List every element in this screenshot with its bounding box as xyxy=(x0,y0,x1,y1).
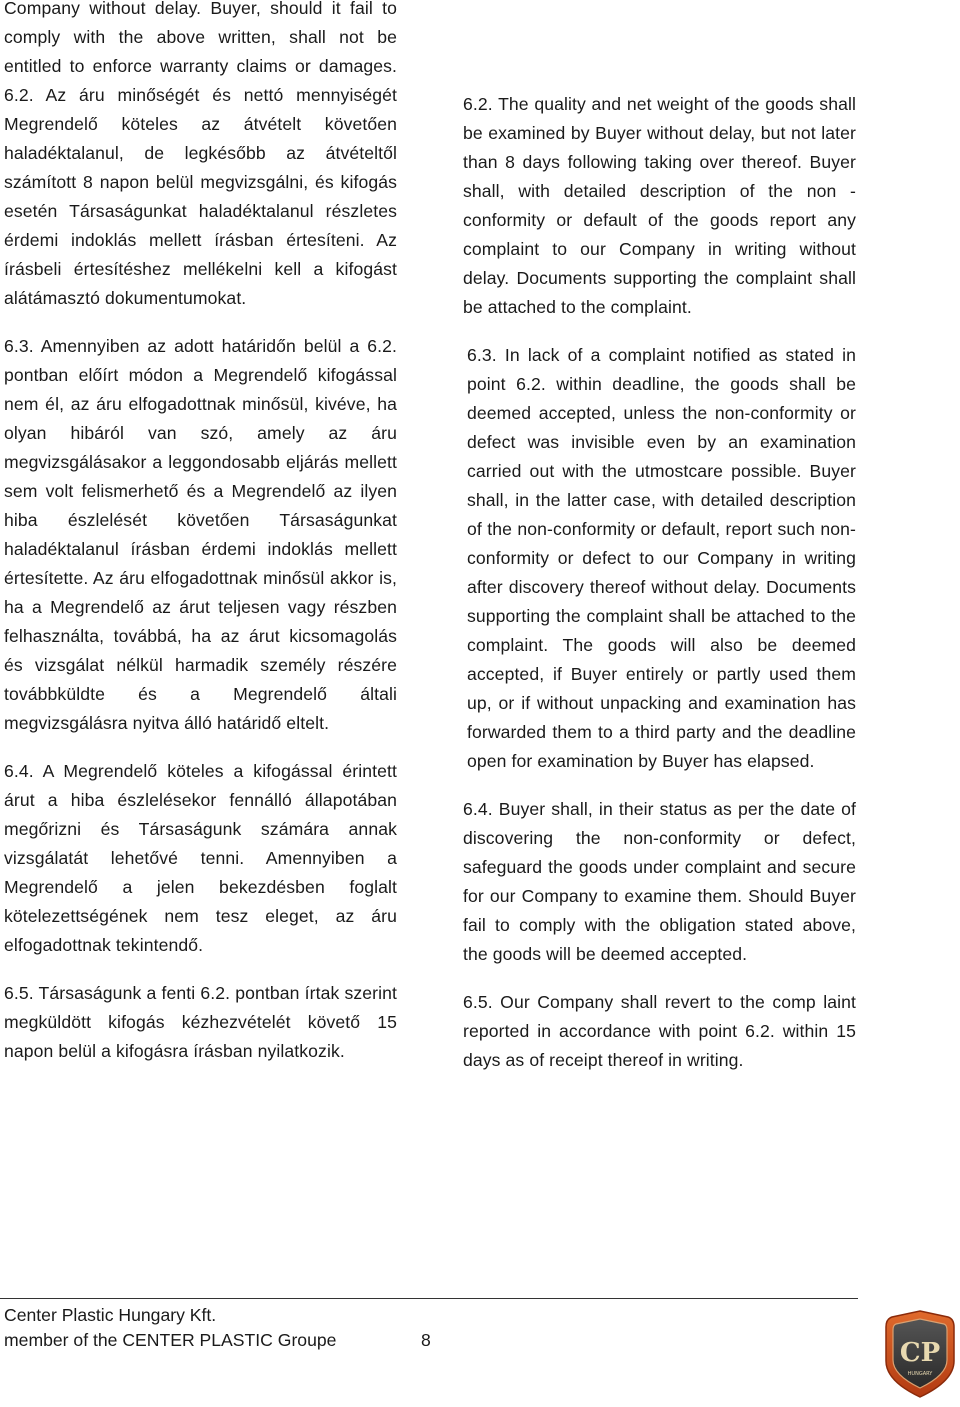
footer-member-line: member of the CENTER PLASTIC Groupe xyxy=(4,1330,337,1350)
page-number: 8 xyxy=(421,1330,431,1350)
footer-divider xyxy=(0,1298,858,1299)
right-column-english xyxy=(463,90,856,1094)
logo-letters: CP xyxy=(899,1338,941,1368)
cp-shield-logo-icon xyxy=(884,1309,956,1399)
logo-subtext: HUNGARY xyxy=(907,1371,933,1377)
left-paragraph-3: 6.4. A Megrendelő köteles a kifogással érintett árut a hiba észlelésekor fennálló állapotában megőrizni és Társaságunk számára annak vizsgálatát lehetővé tenni. Amennyiben a Megrendelő a jelen bekezdésben foglalt kötelezettségének nem tesz eleget, az áru elfogadottnak tekintendő. xyxy=(4,761,397,955)
left-paragraph-2: 6.3. Amennyiben az adott határidőn belül a 6.2. pontban előírt módon a Megrendelő kifogással nem él, az áru elfogadottnak minősül, kivéve, ha olyan hibáról van szó, amely az áru megvizsgálásakor a leggondosabb eljárás mellett sem volt felismerhető és a Megrendelő az ilyen hiba észlelését követően Társaságunkat haladéktalanul írásban érdemi indoklás mellett értesítette. Az áru elfogadottnak minősül akkor is, ha a Megrendelő az árut teljesen vagy részben felhasználta, továbbá, ha az árut kicsomagolás és vizsgálat nélkül harmadik személy részére továbbküldte és a Megrendelő általi megvizsgálásra nyitva álló határidő eltelt. xyxy=(4,336,397,733)
right-paragraph-3: 6.4. Buyer shall, in their status as per the date of discovering the non-conformity or defect, safeguard the goods under complaint and secure for our Company to examine them. Should Buyer fail to comply with the obligation stated above, the goods will be deemed accepted. xyxy=(463,799,856,964)
right-paragraph-1: 6.2. The quality and net weight of the goods shall be examined by Buyer without delay, but not later than 8 days following taking over thereof. Buyer shall, with detailed description of the non -conformity or default of the goods report any complaint to our Company in writing without delay. Documents supporting the complaint shall be attached to the complaint. xyxy=(463,94,856,317)
left-column-hungarian xyxy=(4,0,397,1085)
left-paragraph-4: 6.5. Társaságunk a fenti 6.2. pontban írtak szerint megküldött kifogás kézhezvételét követő 15 napon belül a kifogásra írásban nyilatkozik. xyxy=(4,983,397,1061)
right-paragraph-2: 6.3. In lack of a complaint notified as stated in point 6.2. within deadline, the goods shall be deemed accepted, unless the non-conformity or defect was invisible even by an examination carried out with the utmostcare possible. Buyer shall, in the latter case, with detailed description of the non-conformity or default, report such non-conformity or defect to our Company in writing after discovery thereof without delay. Documents supporting the complaint shall be attached to the complaint. The goods will also be deemed accepted, if Buyer entirely or partly used them up, or if without unpacking and examination has forwarded them to a third party and the deadline open for examination by Buyer has elapsed. xyxy=(467,345,856,771)
footer-company-name: Center Plastic Hungary Kft. xyxy=(4,1305,217,1325)
left-paragraph-1: Company without delay. Buyer, should it fail to comply with the above written, shall not be entitled to enforce warranty claims or damages. 6.2. Az áru minőségét és nettó mennyiségét Megrendelő köteles az átvételt követően haladéktalanul, de legkésőbb az átvételtől számított 8 napon belül megvizsgálni, és kifogás esetén Társaságunkat haladéktalanul részletes érdemi indoklás mellett írásban értesíteni. Az írásbeli értesítéshez mellékelni kell a kifogást alátámasztó dokumentumokat. xyxy=(4,0,397,308)
right-paragraph-4: 6.5. Our Company shall revert to the comp laint reported in accordance with point 6.2. within 15 days as of receipt thereof in writing. xyxy=(463,992,856,1070)
company-logo xyxy=(884,1309,956,1399)
